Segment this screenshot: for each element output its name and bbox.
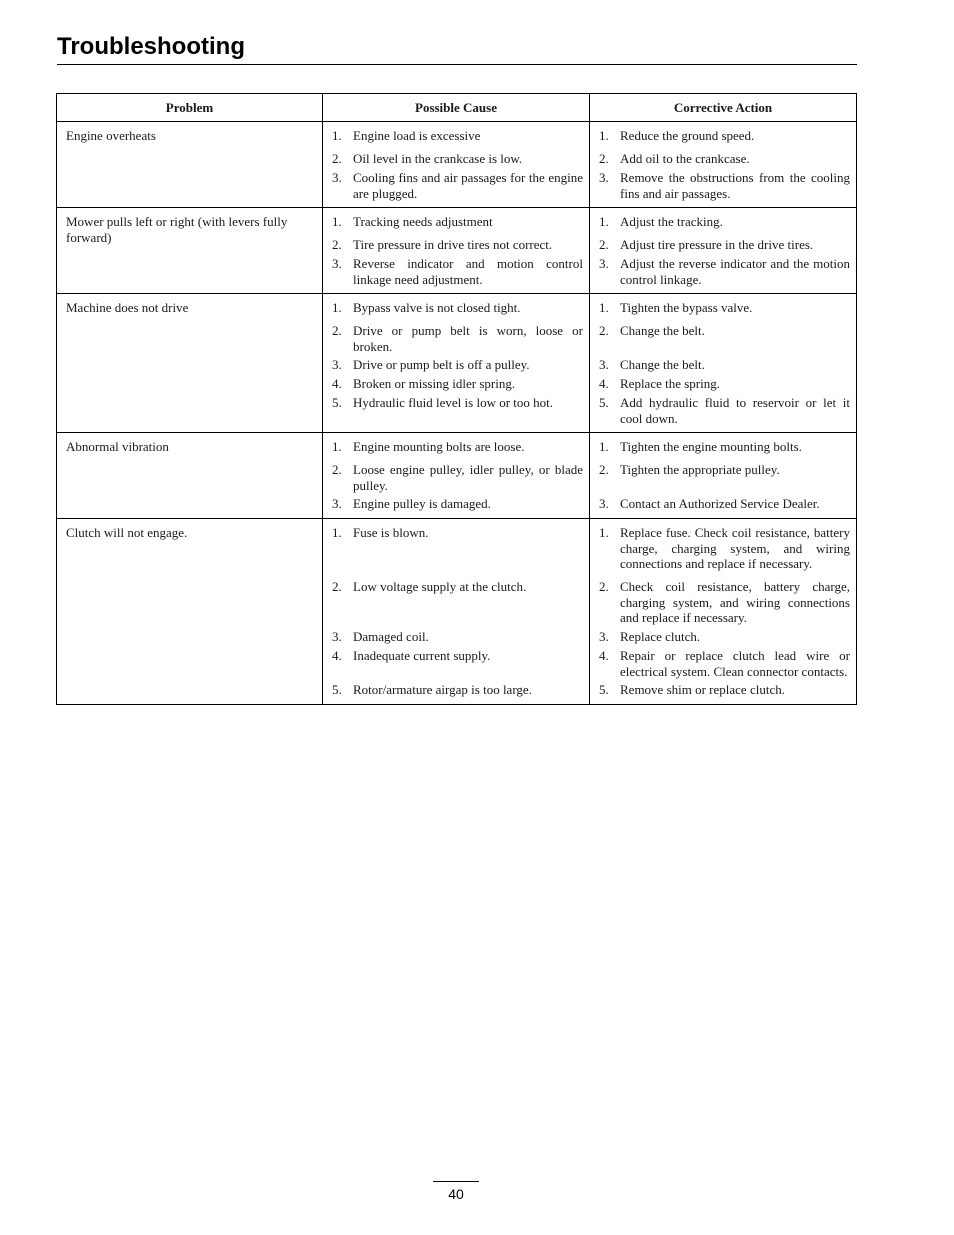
action-text: Tighten the appropriate pulley. [620, 462, 780, 477]
header-corrective-action: Corrective Action [590, 94, 857, 122]
page-number: 40 [448, 1186, 464, 1202]
action-item [599, 496, 850, 512]
cause-item [332, 323, 583, 354]
action-text: Change the belt. [620, 357, 705, 372]
cause-item [332, 376, 583, 392]
item-number: 1. [599, 128, 609, 143]
action-item [599, 151, 850, 167]
possible-cause-cell [323, 122, 590, 208]
item-number: 4. [599, 376, 609, 391]
action-text: Adjust the reverse indicator and the motion control linkage. [620, 256, 850, 287]
cause-text: Reverse indicator and motion control linkage need adjustment. [353, 256, 583, 287]
action-text: Remove the obstructions from the cooling fins and air passages. [620, 170, 850, 201]
item-number: 1. [599, 439, 609, 454]
item-number: 2. [332, 151, 342, 166]
action-text: Contact an Authorized Service Dealer. [620, 496, 820, 511]
item-number: 2. [332, 579, 342, 594]
problem-cell: Clutch will not engage. [57, 519, 323, 705]
table-row [57, 294, 857, 433]
cause-text: Engine load is excessive [353, 128, 481, 143]
corrective-action-cell [590, 208, 857, 294]
action-item [599, 170, 850, 201]
cause-text: Low voltage supply at the clutch. [353, 579, 527, 594]
item-number: 3. [332, 629, 342, 644]
item-number: 3. [599, 256, 609, 271]
item-number: 4. [599, 648, 609, 663]
possible-cause-cell [323, 433, 590, 519]
item-number: 2. [332, 462, 342, 477]
item-number: 5. [332, 395, 342, 410]
corrective-action-cell [590, 519, 857, 705]
action-text: Change the belt. [620, 323, 705, 338]
cause-text: Broken or missing idler spring. [353, 376, 516, 391]
corrective-action-cell [590, 294, 857, 433]
corrective-action-cell [590, 122, 857, 208]
action-item [599, 128, 850, 144]
item-number: 5. [599, 395, 609, 410]
item-number: 4. [332, 648, 342, 663]
problem-cell: Abnormal vibration [57, 433, 323, 519]
cause-item [332, 237, 583, 253]
action-item [599, 376, 850, 392]
item-number: 1. [332, 525, 342, 540]
cause-text: Damaged coil. [353, 629, 429, 644]
item-number: 3. [599, 496, 609, 511]
action-text: Replace fuse. Check coil resistance, battery charge, charging system, and wiring connections and replace if necessary. [620, 525, 850, 571]
item-number: 1. [332, 128, 342, 143]
action-item [599, 256, 850, 287]
possible-cause-cell [323, 294, 590, 433]
title-divider [57, 64, 857, 65]
cause-text: Drive or pump belt is worn, loose or broken. [353, 323, 583, 354]
item-number: 2. [332, 237, 342, 252]
item-number: 3. [599, 629, 609, 644]
troubleshooting-table [56, 93, 857, 705]
action-item [599, 300, 850, 316]
item-number: 3. [332, 256, 342, 271]
action-text: Repair or replace clutch lead wire or electrical system. Clean connector contacts. [620, 648, 850, 679]
item-number: 1. [332, 214, 342, 229]
action-item [599, 439, 850, 455]
item-number: 1. [599, 525, 609, 540]
item-number: 5. [599, 682, 609, 697]
action-item [599, 648, 850, 679]
action-item [599, 462, 850, 493]
action-item [599, 525, 850, 572]
item-number: 2. [599, 462, 609, 477]
cause-item [332, 439, 583, 455]
item-number: 3. [599, 170, 609, 185]
item-number: 5. [332, 682, 342, 697]
cause-item [332, 682, 583, 698]
cause-text: Engine pulley is damaged. [353, 496, 491, 511]
cause-item [332, 170, 583, 201]
cause-text: Tracking needs adjustment [353, 214, 493, 229]
page-number-divider [433, 1181, 479, 1182]
cause-item [332, 256, 583, 287]
item-number: 4. [332, 376, 342, 391]
cause-text: Cooling fins and air passages for the engine are plugged. [353, 170, 583, 201]
action-text: Reduce the ground speed. [620, 128, 755, 143]
cause-text: Hydraulic fluid level is low or too hot. [353, 395, 554, 410]
table-body [57, 122, 857, 705]
action-item [599, 579, 850, 626]
cause-item [332, 525, 583, 572]
header-problem: Problem [57, 94, 323, 122]
action-text: Tighten the engine mounting bolts. [620, 439, 802, 454]
action-item [599, 357, 850, 373]
action-text: Add hydraulic fluid to reservoir or let it cool down. [620, 395, 850, 426]
cause-text: Tire pressure in drive tires not correct. [353, 237, 553, 252]
item-number: 1. [599, 214, 609, 229]
action-item [599, 629, 850, 645]
item-number: 2. [332, 323, 342, 338]
page-title: Troubleshooting [57, 33, 245, 60]
problem-cell: Engine overheats [57, 122, 323, 208]
item-number: 3. [332, 170, 342, 185]
action-item [599, 323, 850, 354]
cause-text: Loose engine pulley, idler pulley, or blade pulley. [353, 462, 583, 493]
item-number: 3. [599, 357, 609, 372]
cause-text: Rotor/armature airgap is too large. [353, 682, 532, 697]
item-number: 1. [332, 300, 342, 315]
table-row [57, 433, 857, 519]
action-item [599, 237, 850, 253]
cause-item [332, 496, 583, 512]
table-row [57, 122, 857, 208]
action-item [599, 395, 850, 426]
cause-text: Engine mounting bolts are loose. [353, 439, 525, 454]
action-item [599, 214, 850, 230]
cause-item [332, 357, 583, 373]
item-number: 1. [599, 300, 609, 315]
cause-item [332, 648, 583, 679]
cause-item [332, 214, 583, 230]
action-text: Adjust the tracking. [620, 214, 723, 229]
action-text: Adjust tire pressure in the drive tires. [620, 237, 814, 252]
item-number: 2. [599, 323, 609, 338]
cause-text: Fuse is blown. [353, 525, 429, 540]
possible-cause-cell [323, 519, 590, 705]
action-item [599, 682, 850, 698]
table-header-row [57, 94, 857, 122]
cause-item [332, 395, 583, 426]
action-text: Replace the spring. [620, 376, 720, 391]
item-number: 2. [599, 151, 609, 166]
action-text: Tighten the bypass valve. [620, 300, 753, 315]
action-text: Remove shim or replace clutch. [620, 682, 785, 697]
cause-item [332, 128, 583, 144]
action-text: Add oil to the crankcase. [620, 151, 750, 166]
possible-cause-cell [323, 208, 590, 294]
cause-item [332, 151, 583, 167]
cause-item [332, 462, 583, 493]
header-possible-cause: Possible Cause [323, 94, 590, 122]
item-number: 2. [599, 237, 609, 252]
cause-item [332, 629, 583, 645]
cause-text: Oil level in the crankcase is low. [353, 151, 523, 166]
cause-item [332, 300, 583, 316]
item-number: 3. [332, 357, 342, 372]
item-number: 1. [332, 439, 342, 454]
action-text: Replace clutch. [620, 629, 701, 644]
item-number: 3. [332, 496, 342, 511]
cause-text: Inadequate current supply. [353, 648, 491, 663]
cause-text: Drive or pump belt is off a pulley. [353, 357, 530, 372]
problem-cell: Machine does not drive [57, 294, 323, 433]
problem-cell: Mower pulls left or right (with levers fully forward) [57, 208, 323, 294]
corrective-action-cell [590, 433, 857, 519]
table-row [57, 208, 857, 294]
cause-text: Bypass valve is not closed tight. [353, 300, 521, 315]
table-row [57, 519, 857, 705]
action-text: Check coil resistance, battery charge, charging system, and wiring connections and replace if necessary. [620, 579, 850, 625]
item-number: 2. [599, 579, 609, 594]
cause-item [332, 579, 583, 626]
